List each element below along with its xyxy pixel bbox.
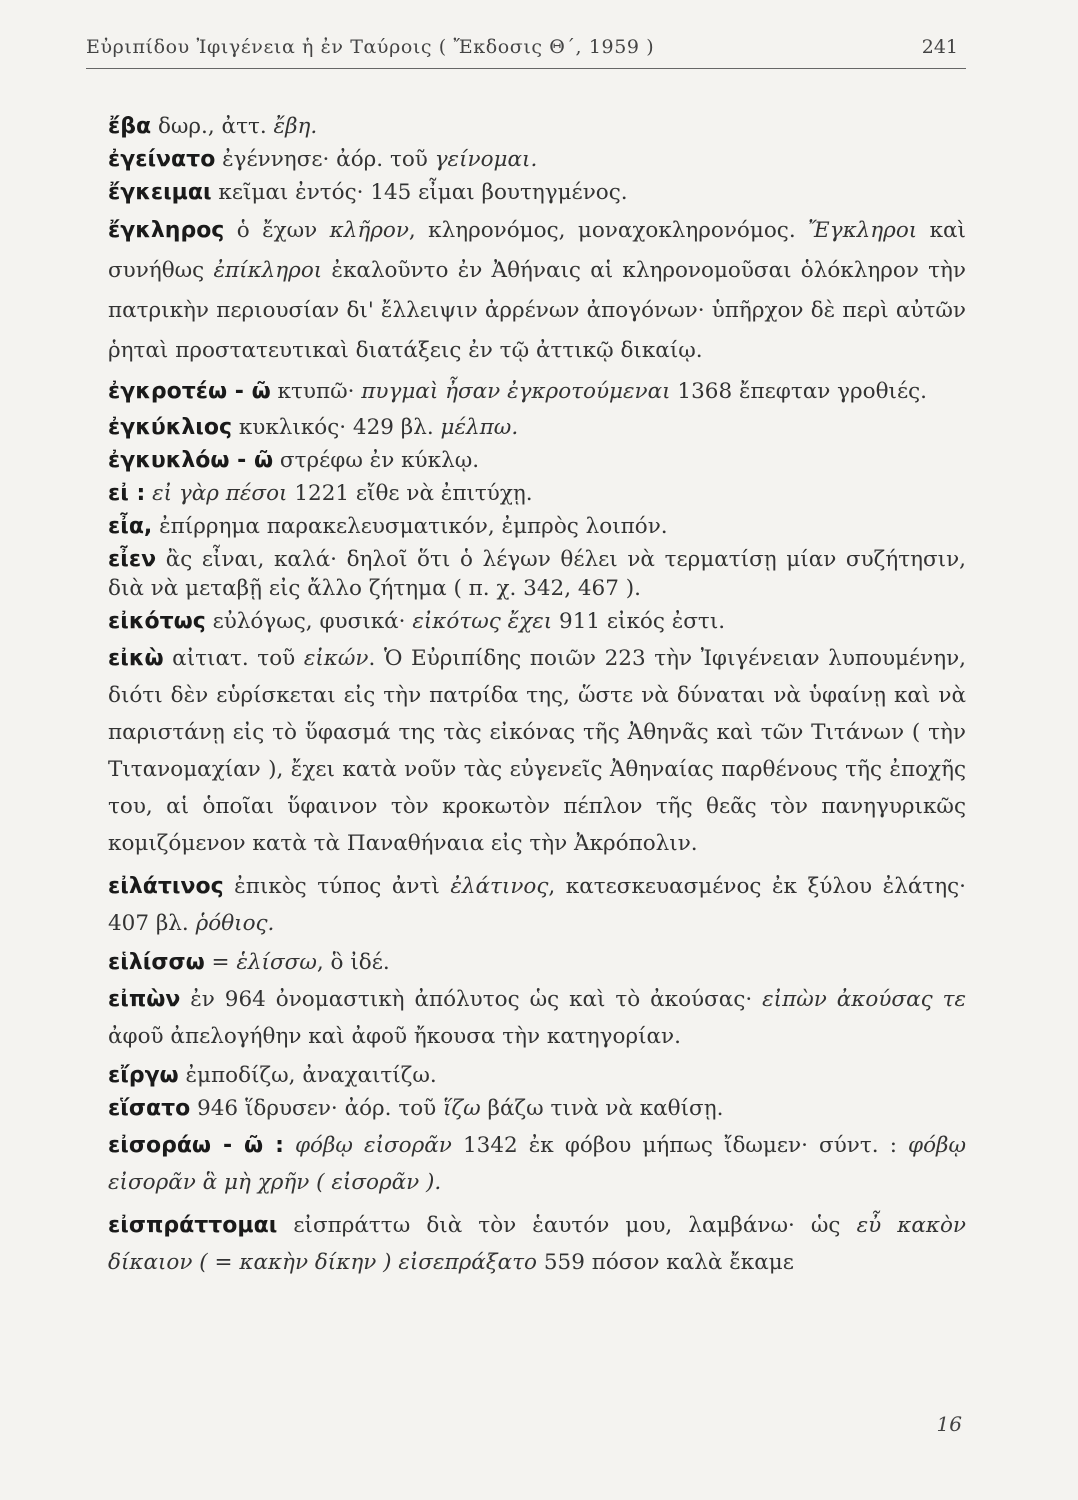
entry: ἐγκροτέω - ῶ κτυπῶ· πυγμαὶ ἦσαν ἐγκροτούμεναι 1368 ἔπεφταν γροθιές. [108,379,927,404]
entry-lemma: ἐγείνατο [108,147,216,172]
entry-lemma: ἔγκειμαι [108,180,212,205]
header-title: Εὐριπίδου Ἰφιγένεια ἡ ἐν Ταύροις ( Ἔκδοσις Θ΄, 1959 ) [86,36,655,58]
entry-lemma: εἰσοράω - ῶ : [108,1133,284,1158]
entry: εἴργω ἐμποδίζω, ἀναχαιτίζω. [108,1063,437,1088]
entry-lemma: ἐγκύκλιος [108,415,232,440]
entry: εἵσατο 946 ἵδρυσεν· ἀόρ. τοῦ ἵζω βάζω τινὰ νὰ καθίσῃ. [108,1096,724,1121]
entry-lemma: εἰκὼ [108,646,164,671]
running-header [86,34,966,69]
entry: εἰκότως εὐλόγως, φυσικά· εἰκότως ἔχει 911 εἰκός ἐστι. [108,609,726,634]
page-number: 241 [921,36,958,58]
entry: εἰκὼ αἰτιατ. τοῦ εἰκών. Ὁ Εὐριπίδης ποιῶν 223 τὴν Ἰφιγένειαν λυπουμένην, διότι δὲν εὑρίσκεται εἰς τὴν πατρίδα της, ὥστε νὰ δύναται νὰ ὑφαίνῃ καὶ νὰ παριστάνῃ εἰς τὸ ὕφασμά της τὰς εἰκόνας τῆς Ἀθηνᾶς καὶ τῶν Τιτάνων ( τὴν Τιτανομαχίαν ), ἔχει κατὰ νοῦν τὰς εὐγενεῖς Ἀθηναίας παρθένους τῆς ἐποχῆς του, αἱ ὁποῖαι ὕφαινον τὸν κροκωτὸν πέπλον τῆς θεᾶς τὸν πανηγυρικῶς κομιζόμενον κατὰ τὰ Παναθήναια εἰς τὴν Ἀκρόπολιν. [108,646,967,856]
entry: εἰλάτινος ἐπικὸς τύπος ἀντὶ ἐλάτινος, κατεσκευασμένος ἐκ ξύλου ἐλάτης· 407 βλ. ῥόθιος. [108,874,966,936]
entry: εἰπὼν ἐν 964 ὀνομαστικὴ ἀπόλυτος ὡς καὶ τὸ ἀκούσας· εἰπὼν ἀκούσας τε ἀφοῦ ἀπελογήθην καὶ ἀφοῦ ἤκουσα τὴν κατηγορίαν. [108,987,967,1049]
entry-lemma: εἰκότως [108,609,206,634]
entry-lemma: εἶεν [108,547,157,572]
entry-lemma: ἔγκληρος [108,218,225,243]
entry-lemma: εἴργω [108,1063,179,1088]
entry-lemma: εἰπὼν [108,987,181,1012]
entry: εἱλίσσω = ἑλίσσω, ὃ ἰδέ. [108,950,390,975]
entry-lemma: εἰ : [108,481,146,506]
entry-lemma: ἔβα [108,114,152,139]
entry: εἶα, ἐπίρρημα παρακελευσματικόν, ἐμπρὸς λοιπόν. [108,514,668,539]
entry: εἰσοράω - ῶ : φόβῳ εἰσορᾶν 1342 ἐκ φόβου μήπως ἴδωμεν· σύντ. : φόβῳ εἰσορᾶν ἃ μὴ χρῆν ( εἰσορᾶν ). [108,1133,966,1195]
entry: ἔγκληρος ὁ ἔχων κλῆρον, κληρονόμος, μοναχοκληρονόμος. Ἔγκληροι καὶ συνήθως ἐπίκληροι ἐκαλοῦντο ἐν Ἀθήναις αἱ κληρονομοῦσαι ὁλόκληρον τὴν πατρικὴν περιουσίαν δι' ἔλλειψιν ἀρρένων ἀπογόνων· ὑπῆρχον δὲ περὶ αὐτῶν ῥηταὶ προστατευτικαὶ διατάξεις ἐν τῷ ἀττικῷ δικαίῳ. [108,218,966,363]
entry: ἐγκυκλόω - ῶ στρέφω ἐν κύκλῳ. [108,448,480,473]
entry-lemma: ἐγκροτέω - ῶ [108,379,271,404]
entry-lemma: εἰσπράττομαι [108,1213,278,1238]
entry-lemma: ἐγκυκλόω - ῶ [108,448,274,473]
entry-lemma: εἵσατο [108,1096,191,1121]
entry: ἔβα δωρ., ἀττ. ἔβη. [108,114,318,139]
glossary-entries [108,112,966,1287]
entry: ἐγκύκλιος κυκλικός· 429 βλ. μέλπω. [108,415,519,440]
entry: εἰ : εἰ γὰρ πέσοι 1221 εἴθε νὰ ἐπιτύχῃ. [108,481,533,506]
entry-lemma: εἱλίσσω [108,950,205,975]
entry: εἶεν ἂς εἶναι, καλά· δηλοῖ ὅτι ὁ λέγων θέλει νὰ τερματίσῃ μίαν συζήτησιν, διὰ νὰ μεταβῇ εἰς ἄλλο ζήτημα ( π. χ. 342, 467 ). [108,547,966,601]
entry-lemma: εἰλάτινος [108,874,224,899]
entry: ἔγκειμαι κεῖμαι ἐντός· 145 εἶμαι βουτηγμένος. [108,180,628,205]
signature-mark: 16 [936,1412,962,1436]
entry: ἐγείνατο ἐγέννησε· ἀόρ. τοῦ γείνομαι. [108,147,538,172]
entry: εἰσπράττομαι εἰσπράττω διὰ τὸν ἑαυτόν μου, λαμβάνω· ὡς εὖ κακὸν δίκαιον ( = κακὴν δίκην ) εἰσεπράξατο 559 πόσον καλὰ ἔκαμε [108,1213,966,1275]
entry-lemma: εἶα, [108,514,153,539]
